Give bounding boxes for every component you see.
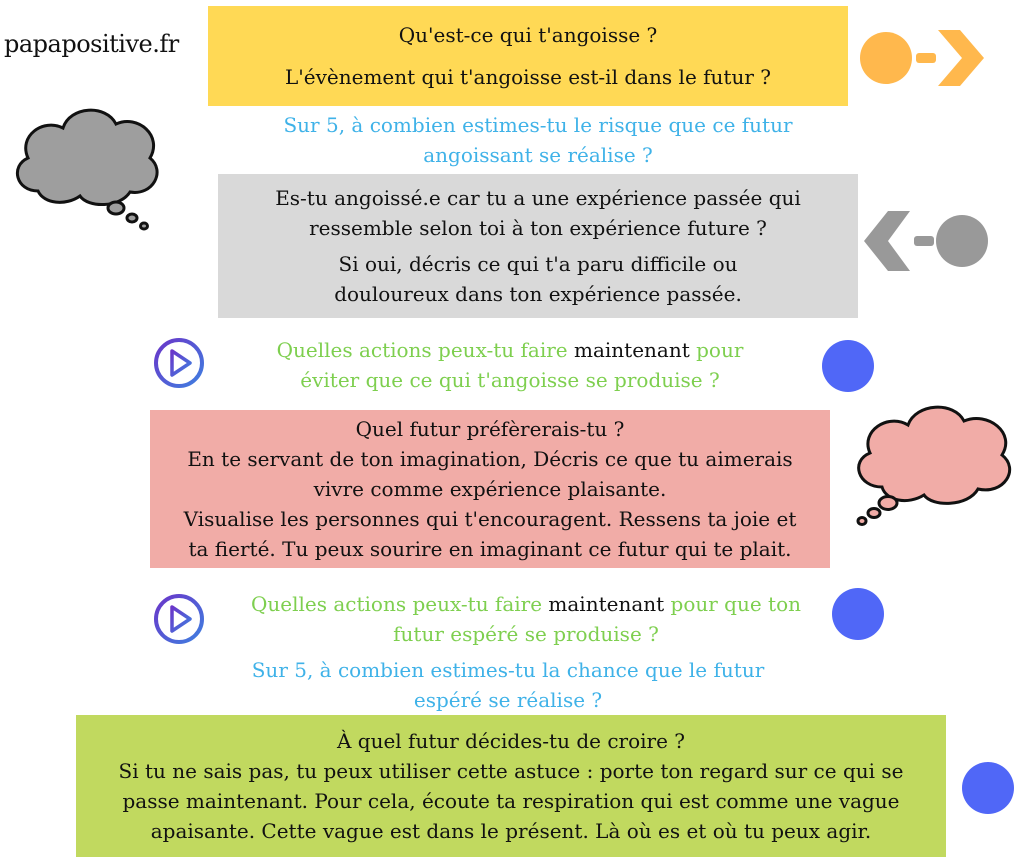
dot-icon [962, 762, 1014, 814]
chance-line-2: espéré se réalise ? [413, 688, 603, 712]
green-line-4: apaisante. Cette vague est dans le présent. Là où es et où tu peux agir. [150, 819, 872, 843]
yellow-question-box [208, 6, 848, 106]
dot-icon [832, 588, 884, 640]
actions-question-2 [206, 589, 846, 649]
actions1-line-2: éviter que ce qui t'angoisse se produise ? [300, 368, 720, 392]
pink-line-4: Visualise les personnes qui t'encouragent. Ressens ta joie et [183, 507, 797, 531]
pink-preferred-future-box [150, 410, 830, 568]
actions2-emphasis: maintenant [548, 592, 665, 616]
pink-line-5: ta fierté. Tu peux sourire en imaginant ce futur qui te plait. [188, 537, 792, 561]
pink-line-1: Quel futur préfèrerais-tu ? [355, 417, 625, 441]
actions1-line-1 [190, 335, 830, 365]
thought-cloud-icon [844, 395, 1024, 535]
risk-line-1: Sur 5, à combien estimes-tu le risque que ce futur [283, 113, 793, 137]
risk-line-2: angoissant se réalise ? [423, 143, 653, 167]
grey-past-experience-box [218, 174, 858, 318]
actions2-part-1: Quelles actions peux-tu faire [250, 592, 549, 616]
actions1-part-1: Quelles actions peux-tu faire [276, 338, 574, 362]
actions1-emphasis: maintenant [574, 338, 690, 362]
grey-line-4: douloureux dans ton expérience passée. [334, 282, 742, 306]
green-decision-box [76, 715, 946, 857]
actions2-part-2: pour que ton [664, 592, 802, 616]
actions1-part-2: pour [689, 338, 744, 362]
green-line-2: Si tu ne sais pas, tu peux utiliser cette astuce : porte ton regard sur ce qui se [118, 759, 904, 783]
risk-question [200, 110, 876, 170]
green-line-1: À quel futur décides-tu de croire ? [336, 729, 686, 753]
actions-question-1 [190, 335, 830, 395]
actions2-line-1 [206, 589, 846, 619]
thought-cloud-icon [8, 96, 168, 236]
chance-line-1: Sur 5, à combien estimes-tu la chance que le futur [251, 658, 765, 682]
dot-icon [822, 340, 874, 392]
green-line-3: passe maintenant. Pour cela, écoute ta respiration qui est comme une vague [122, 789, 900, 813]
back-arrow-icon [862, 205, 992, 277]
play-icon [152, 592, 206, 646]
grey-line-2: ressemble selon toi à ton expérience future ? [309, 216, 767, 240]
pink-line-2: En te servant de ton imagination, Décris ce que tu aimerais [187, 447, 793, 471]
brand-title: papapositive.fr [4, 30, 179, 58]
pink-line-3: vivre comme expérience plaisante. [313, 477, 667, 501]
forward-arrow-icon [858, 22, 988, 94]
yellow-line-2: L'évènement qui t'angoisse est-il dans le futur ? [285, 65, 771, 89]
yellow-line-1: Qu'est-ce qui t'angoisse ? [398, 23, 658, 47]
grey-line-1: Es-tu angoissé.e car tu a une expérience passée qui [275, 186, 801, 210]
chance-question [188, 655, 828, 715]
actions2-line-2: futur espéré se produise ? [393, 622, 659, 646]
grey-line-3: Si oui, décris ce qui t'a paru difficile ou [338, 252, 738, 276]
